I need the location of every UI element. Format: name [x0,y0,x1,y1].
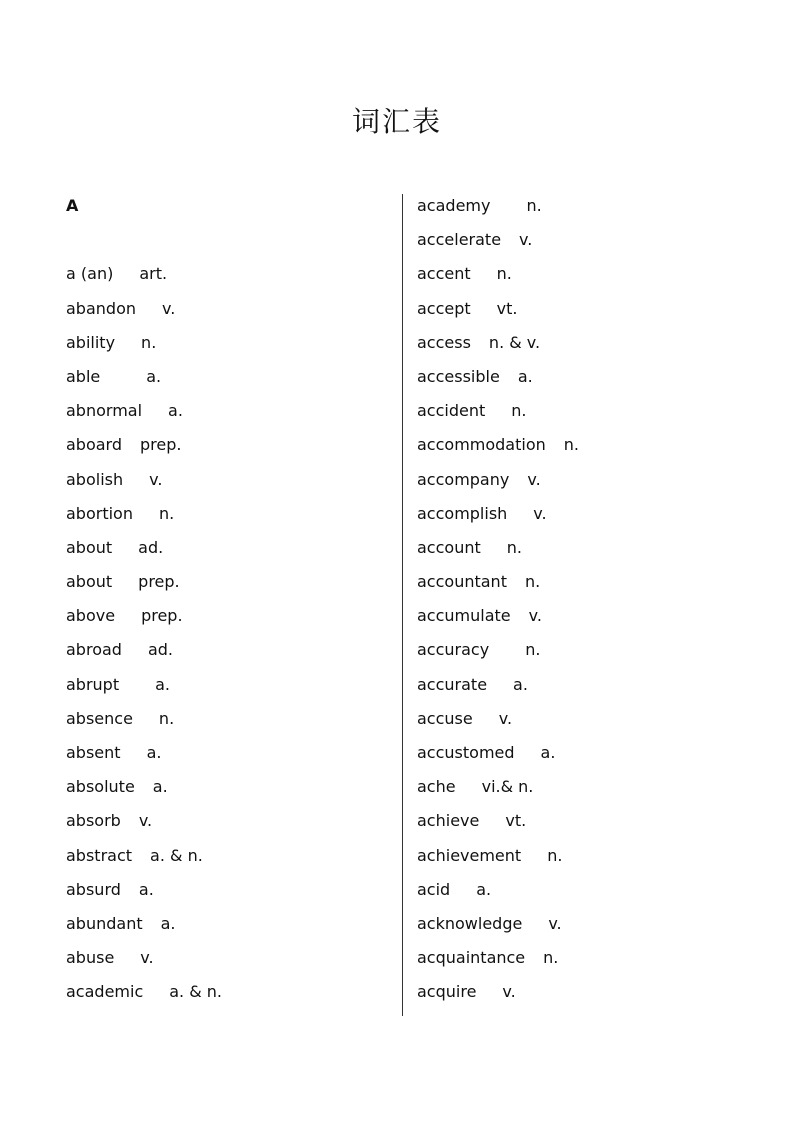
vocab-word: accessible [417,366,500,386]
vocab-entry [417,978,757,1012]
vocab-entry [66,363,386,397]
vocab-entry [66,329,386,363]
page-title: 词汇表 [351,105,442,138]
vocab-list-left [66,260,386,1012]
vocab-word: ability [66,332,116,352]
part-of-speech: v. [138,811,153,831]
part-of-speech: v. [502,982,516,1002]
part-of-speech: vt. [505,811,527,831]
vocab-word: above [66,606,116,626]
vocab-word: accompany [417,469,510,489]
part-of-speech: n. [506,537,522,557]
part-of-speech: v. [527,469,541,489]
vocab-entry [66,978,386,1012]
part-of-speech: v. [498,708,513,728]
vocab-word: acquire [417,982,477,1002]
part-of-speech: n. [158,708,175,728]
part-of-speech: a. & n. [169,982,222,1002]
vocab-entry [417,739,757,773]
part-of-speech: a. [476,879,492,899]
part-of-speech: vt. [496,298,518,318]
vocab-entry [66,944,386,978]
vocab-entry [417,397,757,431]
vocab-word: accuracy [417,640,490,660]
vocab-entry [417,807,757,841]
vocab-word: acquaintance [417,948,526,968]
part-of-speech: ad. [138,537,164,557]
vocab-entry [66,568,386,602]
vocab-word: absorb [66,811,121,831]
vocab-entry [417,226,757,260]
vocab-word: aboard [66,435,123,455]
vocab-entry [417,842,757,876]
part-of-speech: v. [519,230,533,250]
vocab-entry [417,636,757,670]
part-of-speech: n. [511,401,527,421]
vocab-column-left [66,192,386,1013]
part-of-speech: n. [526,196,542,215]
vocab-word: abstract [66,845,133,865]
vocab-entry [66,842,386,876]
vocab-word: accept [417,298,471,318]
vocab-entry [66,636,386,670]
vocab-word: absurd [66,879,121,899]
vocab-entry [417,602,757,636]
vocab-entry [417,192,757,226]
vocab-word: about [66,537,113,557]
part-of-speech: n. [563,435,579,455]
vocab-word: accelerate [417,230,502,250]
vocab-entry [417,363,757,397]
vocab-entry [66,397,386,431]
vocab-entry [417,910,757,944]
vocab-word: about [66,572,113,592]
vocab-word: abandon [66,298,136,318]
vocab-entry [66,910,386,944]
part-of-speech: n. [543,948,559,968]
vocab-entry [66,466,386,500]
part-of-speech: v. [528,606,542,626]
vocab-entry [417,705,757,739]
vocab-entry [417,466,757,500]
vocab-word: absent [66,743,121,763]
vocab-entry [417,431,757,465]
vocab-word: absence [66,708,133,728]
part-of-speech: a. [540,743,556,762]
vocab-word: accomplish [417,503,508,523]
vocab-word: accuse [417,708,473,728]
part-of-speech: a. [513,674,528,694]
vocab-word: abolish [66,469,124,489]
vocab-entry [66,671,386,705]
vocab-word: accommodation [417,435,546,455]
vocab-word: accident [417,401,486,421]
vocab-entry [66,807,386,841]
vocab-entry [66,500,386,534]
vocab-word: academy [417,196,491,215]
vocab-entry [66,705,386,739]
vocab-entry [66,431,386,465]
part-of-speech: a. [146,743,162,763]
part-of-speech: v. [162,298,176,318]
part-of-speech: a. & n. [150,845,203,865]
part-of-speech: a. [517,366,533,386]
vocab-word: accumulate [417,606,511,626]
vocab-word: abroad [66,640,122,660]
part-of-speech: ad. [147,640,173,660]
part-of-speech: art. [139,264,168,284]
part-of-speech: vi.& n. [481,777,534,797]
vocab-entry [66,295,386,329]
vocab-word: ache [417,777,456,797]
part-of-speech: v. [548,913,562,933]
part-of-speech: a. [168,401,183,421]
vocab-word: absolute [66,777,135,797]
vocab-word: abortion [66,503,133,523]
column-divider [402,194,403,1016]
part-of-speech: n. [524,572,541,592]
vocab-entry [66,739,386,773]
vocab-entry [417,260,757,294]
part-of-speech: a. [146,366,162,386]
vocab-list-right [417,192,757,1013]
vocab-word: acknowledge [417,913,523,933]
vocab-entry [417,773,757,807]
part-of-speech: v. [140,948,154,968]
part-of-speech: a. [152,777,168,797]
part-of-speech: prep. [140,435,182,455]
vocab-entry [417,500,757,534]
part-of-speech: prep. [138,572,180,592]
vocab-word: accent [417,264,471,284]
part-of-speech: prep. [141,606,183,626]
vocab-word: acid [417,879,451,899]
vocab-column-right [417,192,757,1013]
vocab-entry [66,876,386,910]
part-of-speech: v. [533,503,547,523]
vocab-entry [66,260,386,294]
part-of-speech: n. [496,264,512,284]
vocab-word: accurate [417,674,488,694]
vocab-word: abuse [66,948,115,968]
vocab-word: account [417,537,481,557]
vocab-entry [417,568,757,602]
vocab-entry [417,295,757,329]
part-of-speech: a. [155,674,170,694]
vocab-word: abundant [66,913,143,933]
vocab-word: access [417,332,471,352]
vocab-entry [417,671,757,705]
vocab-word: abrupt [66,674,120,694]
part-of-speech: n. [547,845,563,865]
vocab-word: achievement [417,845,522,865]
part-of-speech: a. [160,913,176,933]
vocab-entry [417,534,757,568]
vocab-entry [66,534,386,568]
part-of-speech: n. [141,332,157,352]
vocab-word: accountant [417,572,507,592]
vocab-word: accustomed [417,743,515,762]
part-of-speech: a. [138,879,154,899]
vocab-entry [66,602,386,636]
vocab-entry [417,329,757,363]
part-of-speech: v. [149,469,163,489]
vocab-entry [66,773,386,807]
part-of-speech: n. & v. [488,332,541,352]
vocab-entry [417,944,757,978]
section-letter: A [66,196,79,215]
vocab-word: abnormal [66,401,143,421]
part-of-speech: n. [158,503,175,523]
part-of-speech: n. [525,640,541,660]
vocab-entry [417,876,757,910]
vocab-word: academic [66,982,144,1002]
vocab-word: able [66,366,101,386]
vocab-word: a (an) [66,264,114,284]
vocab-word: achieve [417,811,480,831]
